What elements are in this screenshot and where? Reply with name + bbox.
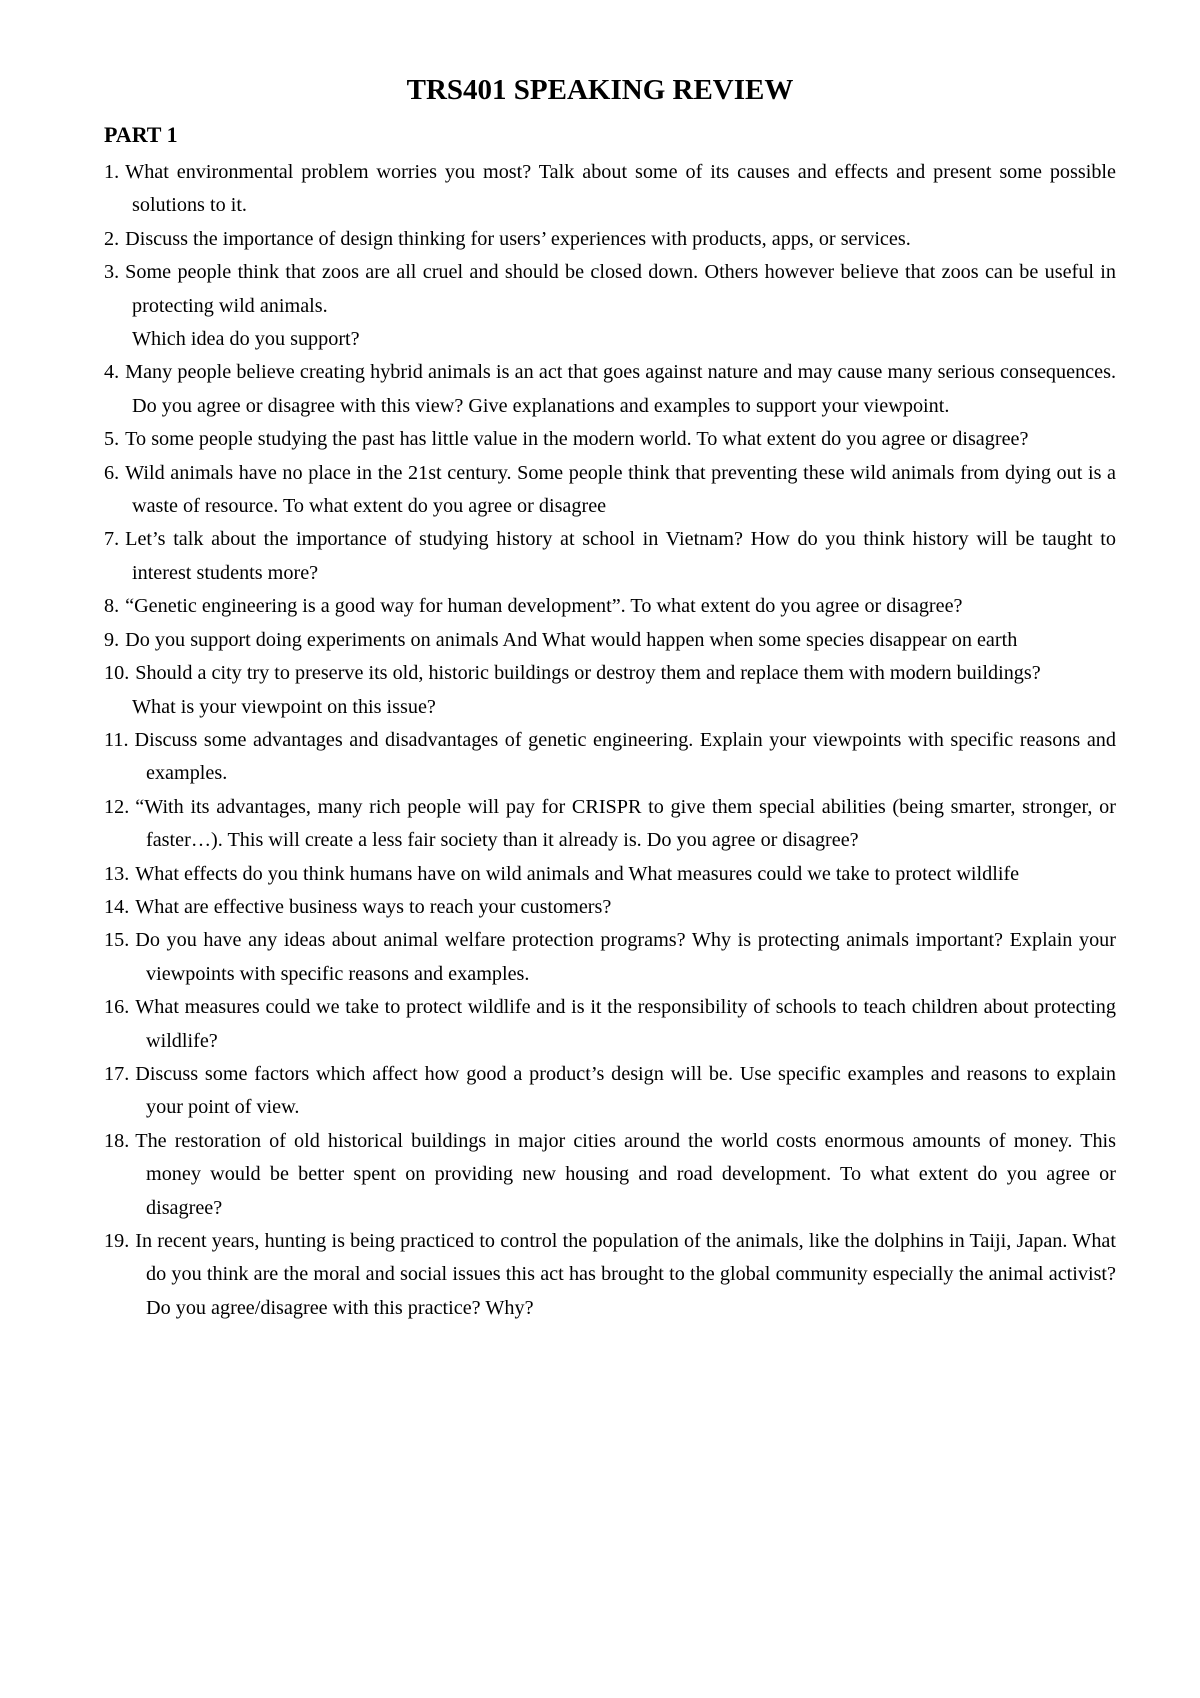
question-item	[104, 356, 1116, 423]
question-number: 18.	[104, 1129, 130, 1152]
question-text: Many people believe creating hybrid animals is an act that goes against nature and may cause many serious consequences. Do you agree or disagree with this view? Give explanations and examples to support your viewpoint.	[125, 361, 1116, 417]
question-followup: Which idea do you support?	[132, 328, 360, 351]
question-item	[104, 858, 1116, 891]
question-number: 7.	[104, 528, 120, 551]
question-text: In recent years, hunting is being practiced to control the population of the animals, like the dolphins in Taiji, Japan. What do you think are the moral and social issues this act has brought to the global community especially the animal activist? Do you agree/disagree with this practice? Why?	[135, 1230, 1116, 1319]
question-text: The restoration of old historical buildings in major cities around the world costs enormous amounts of money. This money would be better spent on providing new housing and road development. To what extent do you agree or disagree?	[135, 1129, 1116, 1219]
question-item	[104, 1225, 1116, 1325]
question-followup: What is your viewpoint on this issue?	[132, 695, 436, 718]
question-item	[104, 791, 1116, 858]
question-number: 15.	[104, 929, 130, 952]
question-item	[104, 223, 1116, 256]
question-item	[104, 156, 1116, 223]
question-text: Let’s talk about the importance of studying history at school in Vietnam? How do you think history will be taught to interest students more?	[125, 528, 1116, 584]
question-number: 8.	[104, 595, 120, 618]
question-item	[104, 991, 1116, 1058]
question-number: 3.	[104, 261, 120, 284]
question-item	[104, 657, 1116, 724]
question-number: 11.	[104, 728, 129, 751]
question-item	[104, 423, 1116, 456]
question-text: To some people studying the past has little value in the modern world. To what extent do you agree or disagree?	[125, 428, 1029, 451]
question-text: What measures could we take to protect wildlife and is it the responsibility of schools to teach children about protecting wildlife?	[135, 996, 1116, 1052]
question-item	[104, 724, 1116, 791]
question-number: 9.	[104, 628, 120, 651]
question-item	[104, 924, 1116, 991]
question-number: 16.	[104, 996, 130, 1019]
question-text: What are effective business ways to reach your customers?	[135, 895, 612, 918]
question-item	[104, 590, 1116, 623]
question-text: Wild animals have no place in the 21st century. Some people think that preventing these wild animals from dying out is a waste of resource. To what extent do you agree or disagree	[125, 461, 1116, 518]
question-item	[104, 523, 1116, 590]
question-number: 5.	[104, 428, 120, 451]
question-text: Do you support doing experiments on animals And What would happen when some species disappear on earth	[125, 628, 1018, 651]
question-number: 2.	[104, 227, 120, 250]
document-title: TRS401 SPEAKING REVIEW	[406, 74, 794, 106]
question-number: 1.	[104, 161, 120, 183]
question-number: 17.	[104, 1062, 130, 1085]
question-text: “Genetic engineering is a good way for human development”. To what extent do you agree or disagree?	[125, 595, 963, 618]
question-text: Should a city try to preserve its old, historic buildings or destroy them and replace them with modern buildings?	[135, 662, 1041, 685]
question-number: 10.	[104, 662, 130, 685]
question-text: Discuss some factors which affect how good a product’s design will be. Use specific examples and reasons to explain your point of view.	[135, 1062, 1116, 1119]
question-number: 19.	[104, 1230, 130, 1252]
question-item	[104, 1125, 1116, 1225]
question-item	[104, 891, 1116, 924]
question-text: Some people think that zoos are all cruel and should be closed down. Others however believe that zoos can be useful in protecting wild animals.	[125, 261, 1116, 317]
question-item	[104, 457, 1116, 524]
question-text: What effects do you think humans have on wild animals and What measures could we take to protect wildlife	[135, 862, 1020, 885]
question-number: 12.	[104, 795, 130, 818]
question-text: What environmental problem worries you most? Talk about some of its causes and effects and present some possible solutions to it.	[125, 161, 1116, 217]
question-text: Do you have any ideas about animal welfare protection programs? Why is protecting animals important? Explain your viewpoints with specific reasons and examples.	[135, 929, 1116, 985]
question-text: Discuss some advantages and disadvantages of genetic engineering. Explain your viewpoints with specific reasons and examples.	[134, 728, 1116, 785]
question-item	[104, 256, 1116, 356]
question-list	[104, 156, 1116, 1325]
question-number: 4.	[104, 361, 120, 384]
question-text: Discuss the importance of design thinking for users’ experiences with products, apps, or services.	[125, 227, 911, 250]
part-heading: PART 1	[104, 122, 178, 147]
question-text: “With its advantages, many rich people will pay for CRISPR to give them special abilities (being smarter, stronger, or faster…). This will create a less fair society than it already is. Do you agree or disagree?	[135, 795, 1116, 852]
question-item	[104, 1058, 1116, 1125]
question-item	[104, 624, 1116, 657]
question-number: 6.	[104, 461, 120, 484]
question-number: 14.	[104, 895, 130, 918]
question-number: 13.	[104, 862, 130, 885]
